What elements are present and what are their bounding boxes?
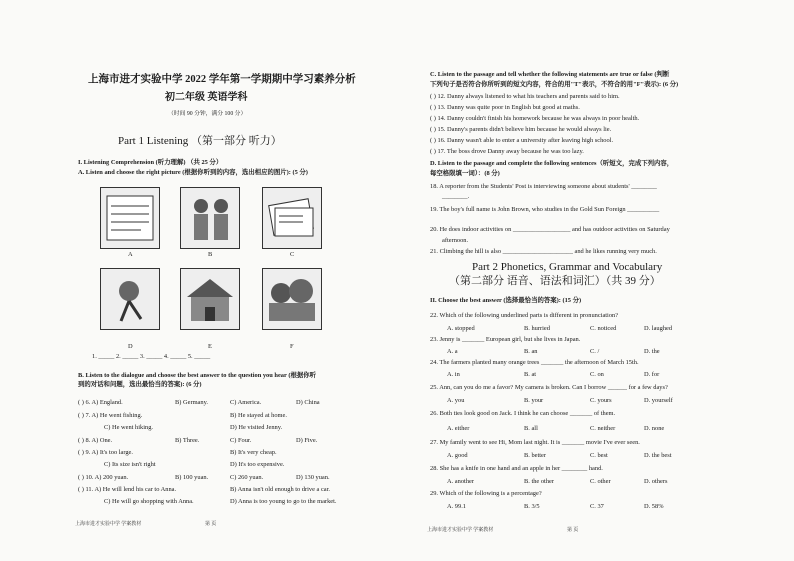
tf-12: ( ) 12. Danny always listened to what his teachers and parents said to him. bbox=[430, 93, 620, 100]
pic-label-d: D bbox=[128, 343, 133, 350]
pic-label-e: E bbox=[208, 343, 212, 350]
q10-a: ( ) 10. A) 200 yuan. bbox=[78, 474, 129, 481]
q9-c: C) Its size isn't right bbox=[104, 461, 156, 468]
q29-c: C. 37 bbox=[590, 503, 604, 510]
tf-13: ( ) 13. Danny was quite poor in English but good at maths. bbox=[430, 104, 580, 111]
section-d-heading-1: D. Listen to the passage and complete the following sentences（听短文，完成下列内容， bbox=[430, 160, 674, 167]
q23-c: C. / bbox=[590, 348, 600, 355]
q28-c: C. other bbox=[590, 478, 611, 485]
tf-17: ( ) 17. The boss drove Danny away because he was too lazy. bbox=[430, 148, 584, 155]
q28-b: B. the other bbox=[524, 478, 554, 485]
q24: 24. The farmers planted many orange trees _______ the afternoon of March 15th. bbox=[430, 359, 639, 366]
q28-d: D. others bbox=[644, 478, 668, 485]
q18-line1: 18. A reporter from the Students' Post is interviewing someone about students' ________ bbox=[430, 183, 657, 190]
q8-a: ( ) 8. A) One. bbox=[78, 437, 113, 444]
q27-b: B. better bbox=[524, 452, 547, 459]
q26: 26. Both ties look good on Jack. I think he can choose _______ of them. bbox=[430, 410, 616, 417]
q23-a: A. a bbox=[447, 348, 458, 355]
q25-a: A. you bbox=[447, 397, 465, 404]
q18-line2: ________. bbox=[442, 193, 470, 200]
q29-a: A. 99.1 bbox=[447, 503, 466, 510]
q7-c: C) He went hiking. bbox=[104, 424, 153, 431]
q27-a: A. good bbox=[447, 452, 468, 459]
exam-title: 上海市进才实验中学 2022 学年第一学期期中学习素养分析 bbox=[88, 74, 356, 85]
q9-a: ( ) 9. A) It's too large. bbox=[78, 449, 133, 456]
q23-d: D. the bbox=[644, 348, 660, 355]
q7-a: ( ) 7. A) He went fishing. bbox=[78, 412, 143, 419]
q22: 22. Which of the following underlined parts is different in pronunciation? bbox=[430, 312, 619, 319]
q22-d: D. laughed bbox=[644, 325, 673, 332]
section-b-heading-1: B. Listen to the dialogue and choose the best answer to the question you hear (根据你听 bbox=[78, 372, 317, 379]
picture-a bbox=[100, 187, 160, 249]
q20-line1: 20. He does indoor activities on __________________ and has outdoor activities on Saturday bbox=[430, 226, 670, 233]
q27-d: D. the best bbox=[644, 452, 672, 459]
q10-c: C) 260 yuan. bbox=[230, 474, 264, 481]
q6-b: B) Germany. bbox=[175, 399, 208, 406]
q21: 21. Climbing the hill is also ______________________ and he likes running very much. bbox=[430, 248, 657, 255]
section-b-heading-2: 到的对话和问题，选出最恰当的答案): (6 分) bbox=[78, 381, 202, 388]
pic-label-c: C bbox=[290, 251, 295, 258]
picture-d bbox=[100, 268, 160, 330]
q6-c: C) America. bbox=[230, 399, 262, 406]
q10-d: D) 130 yuan. bbox=[296, 474, 330, 481]
q24-d: D. for bbox=[644, 371, 660, 378]
q26-a: A. either bbox=[447, 425, 470, 432]
q7-b: B) He stayed at home. bbox=[230, 412, 287, 419]
exam-subtitle: 初二年级 英语学科 bbox=[165, 92, 248, 103]
left-page-number: 第 页 bbox=[205, 522, 217, 527]
q6-d: D) China bbox=[296, 399, 320, 406]
section-i-heading: I. Listening Comprehension (听力理解) （共 25 分） bbox=[78, 159, 223, 166]
q23: 23. Jenny is _______ European girl, but she lives in Japan. bbox=[430, 336, 581, 343]
q25-c: C. yours bbox=[590, 397, 612, 404]
q8-d: D) Five. bbox=[296, 437, 318, 444]
q24-c: C. on bbox=[590, 371, 604, 378]
section-a-heading: A. Listen and choose the right picture (根据你听到的内容，选出相应的图片): (5 分) bbox=[78, 169, 308, 176]
q26-c: C. neither bbox=[590, 425, 616, 432]
q25-b: B. your bbox=[524, 397, 544, 404]
part1-heading: Part 1 Listening （第一部分 听力） bbox=[118, 135, 282, 147]
q11-d: D) Anna is too young to go to the market. bbox=[230, 498, 337, 505]
q23-b: B. an bbox=[524, 348, 538, 355]
q19: 19. The boy's full name is John Brown, who studies in the Gold Sun Foreign __________ bbox=[430, 206, 660, 213]
q25-d: D. yourself bbox=[644, 397, 673, 404]
picture-f bbox=[262, 268, 322, 330]
tf-15: ( ) 15. Danny's parents didn't believe him because he would always lie. bbox=[430, 126, 612, 133]
q27: 27. My family went to see Hi, Mom last night. It is _______ movie I've ever seen. bbox=[430, 439, 640, 446]
part2-heading: Part 2 Phonetics, Grammar and Vocabulary bbox=[472, 261, 663, 273]
q8-c: C) Four. bbox=[230, 437, 252, 444]
q26-d: D. none bbox=[644, 425, 665, 432]
q11-a: ( ) 11. A) He will lend his car to Anna. bbox=[78, 486, 177, 493]
q29-d: D. 58% bbox=[644, 503, 664, 510]
q26-b: B. all bbox=[524, 425, 538, 432]
q22-b: B. hurried bbox=[524, 325, 550, 332]
answer-blanks: 1. _____ 2. _____ 3. _____ 4. _____ 5. _____ bbox=[92, 353, 211, 360]
section-c-heading-1: C. Listen to the passage and tell whether the following statements are true or false (判断 bbox=[430, 71, 670, 78]
picture-e bbox=[180, 268, 240, 330]
q6-a: ( ) 6. A) England. bbox=[78, 399, 123, 406]
pic-label-b: B bbox=[208, 251, 213, 258]
right-footer: 上海市进才实验中学 学案教材 bbox=[427, 528, 494, 533]
q9-b: B) It's very cheap. bbox=[230, 449, 277, 456]
q11-b: B) Anna isn't old enough to drive a car. bbox=[230, 486, 331, 493]
q29: 29. Which of the following is a percentage? bbox=[430, 490, 542, 497]
section-ii-heading: II. Choose the best answer (选择最恰当的答案): (15 分) bbox=[430, 297, 582, 304]
picture-c bbox=[262, 187, 322, 249]
right-page-number: 第 页 bbox=[567, 528, 579, 533]
tf-14: ( ) 14. Danny couldn't finish his homework because he was always in poor health. bbox=[430, 115, 640, 122]
right-page bbox=[397, 0, 794, 561]
q20-line2: afternoon. bbox=[442, 237, 469, 244]
pic-label-a: A bbox=[128, 251, 133, 258]
pic-label-f: F bbox=[290, 343, 294, 350]
q10-b: B) 100 yuan. bbox=[175, 474, 209, 481]
q27-c: C. best bbox=[590, 452, 608, 459]
q8-b: B) Three. bbox=[175, 437, 200, 444]
q28: 28. She has a knife in one hand and an apple in her ________ hand. bbox=[430, 465, 603, 472]
picture-b bbox=[180, 187, 240, 249]
q22-c: C. noticed bbox=[590, 325, 617, 332]
left-footer: 上海市进才实验中学 学案教材 bbox=[75, 522, 142, 527]
part2-subheading: （第二部分 语音、语法和词汇）（共 39 分） bbox=[449, 275, 661, 287]
q24-b: B. at bbox=[524, 371, 537, 378]
q11-c: C) He will go shopping with Anna. bbox=[104, 498, 194, 505]
q7-d: D) He visited Jenny. bbox=[230, 424, 283, 431]
section-d-heading-2: 每空格限填一词）：(8 分) bbox=[430, 170, 500, 177]
q28-a: A. another bbox=[447, 478, 474, 485]
q25: 25. Ann, can you do me a favor? My camera is broken. Can I borrow ______ for a few days? bbox=[430, 384, 668, 391]
q24-a: A. in bbox=[447, 371, 460, 378]
q22-a: A. stopped bbox=[447, 325, 475, 332]
q29-b: B. 3/5 bbox=[524, 503, 540, 510]
time-note: （时间 90 分钟，满分 100 分） bbox=[168, 111, 247, 117]
tf-16: ( ) 16. Danny wasn't able to enter a university after leaving high school. bbox=[430, 137, 614, 144]
q9-d: D) It's too expensive. bbox=[230, 461, 285, 468]
section-c-heading-2: 下列句子是否符合你所听到的短文内容，符合的用"T"表示，不符合的用"F"表示): (6 分) bbox=[430, 81, 679, 88]
